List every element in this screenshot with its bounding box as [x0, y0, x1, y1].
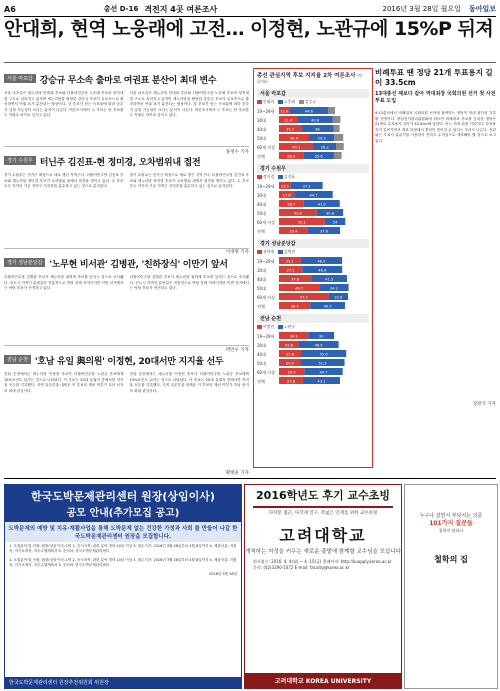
legend-entry: [278, 99, 295, 105]
category-label: 40대: [257, 202, 266, 207]
page-header: [4, 2, 496, 16]
chart-legend: [254, 98, 372, 106]
bar-value-label: 46.5: [314, 343, 323, 348]
legend-label: 노웅래: [284, 99, 296, 104]
legend-label: 강승규: [305, 99, 317, 104]
chart-title-text: 총선 관심지역 후보 지지율 2차 여론조사: [257, 73, 356, 79]
category-label: 19~29세: [257, 259, 275, 264]
bar-value-label: 22.6: [334, 295, 343, 300]
legend-label: 김병관: [284, 249, 296, 254]
bar-value-label: 46.7: [295, 286, 304, 291]
article-title: 터닌주 김진표-현 정미경, 오차범위내 접전: [39, 158, 201, 168]
ad-org: 한국도박문제관리센터 원장추천위원회 위원장: [9, 680, 109, 686]
article-divider: [4, 345, 249, 346]
chart-legend: [254, 248, 372, 256]
chart-region: [254, 164, 372, 237]
article-byline: 홍정수 기자: [225, 150, 249, 155]
category-label: 19~29세: [257, 184, 275, 189]
category-label: 60세 이상: [257, 145, 275, 150]
article-body: 경기 수원무는 선거구 획정으로 새로 생긴 지역구다. 더불어민주당 김진표 후보와 새누리당 정미경 후보가 오차범위 내에서 접전을 벌이고 있다. 두 후보 모두 각자의 기존 지역구 지지층을 흡수하고 있는 것으로 분석된다.: [4, 173, 124, 189]
legend-swatch: [299, 100, 304, 104]
legend-entry: [257, 324, 274, 330]
issue-date: 2016년 3월 28일 월요일: [382, 5, 461, 13]
article-tag: 경기 수원무: [4, 156, 36, 165]
article-mapo: [4, 68, 249, 155]
bar-value-label: 25.7: [286, 127, 295, 132]
legend-label: 이정현: [263, 324, 275, 329]
bar-value-label: 26.2: [320, 145, 329, 150]
bar-value-label: 38: [315, 127, 320, 132]
category-label: 50대: [257, 211, 266, 216]
bar-value-label: 36.3: [290, 304, 299, 309]
legend-entry: [257, 174, 274, 180]
section-label: 총선 D-16: [103, 5, 139, 13]
ad-gambling-center: [4, 484, 242, 689]
article-byline: 이재명 기자: [225, 250, 249, 255]
article-body: 전남 순천에서는 새누리당 이정현 후보가 더불어민주당 노관규 후보에게 15%포인트 뒤지는 것으로 나타났다. 이 후보는 20대 유권자 층에서만 지지율 선두를 기록했다. 지역 일꾼론을 내세운 이 후보의 재선 여부가 호남 선거의 최대 관심사다.: [4, 372, 124, 393]
region-bar-chart: [257, 181, 369, 237]
legend-swatch: [257, 325, 262, 329]
legend-swatch: [257, 100, 262, 104]
bar-value-label: 40.5: [323, 304, 332, 309]
bar-value-label: 33.4: [289, 229, 298, 234]
sidebar-byline: 장관석 기자: [472, 402, 496, 407]
bar-value-label: 34.1: [289, 334, 298, 339]
legend-swatch: [278, 100, 283, 104]
chart-region: [254, 89, 372, 162]
article-suwon: [4, 150, 249, 255]
category-label: 30대: [257, 118, 266, 123]
bar-value-label: 37.6: [319, 229, 328, 234]
article-tag: 경기 성남분당갑: [4, 258, 45, 267]
ad-philosophy-book: [404, 484, 498, 689]
legend-entry: [257, 249, 274, 255]
sidebar-body: 4·13총선에서 비례대표 국회의원 선거에 참여하는 정당이 역대 최다를 기록할 전망이다. 중앙선거관리위원회에 따르면 비례대표 후보를 등록한 정당은 21개로 투표용지 길이가 33.5cm에 달한다. 이는 역대 최장 기록이다. 투표용지가 길어지면서 개표 과정에서 혼선이 빚어질 수 있다는 우려도 나온다. 선관위는 투표지 분류기를 사용하지 못하고 수작업으로 개표해야 할 것으로 보고 있다.: [375, 111, 496, 143]
chart-title: [254, 69, 372, 87]
legend-entry: [299, 99, 316, 105]
legend-swatch: [278, 325, 283, 329]
article-body-cont: 전남 순천에서는 새누리당 이정현 후보가 더불어민주당 노관규 후보에게 15%포인트 뒤지는 것으로 나타났다. 이 후보는 20대 유권자 층에서만 지지율 선두를 기록했다. 지역 일꾼론을 내세운 이 후보의 재선 여부가 호남 선거의 최대 관심사다.: [129, 372, 249, 393]
legend-label: 안대희: [263, 99, 275, 104]
category-label: 40대: [257, 352, 266, 357]
ad-line2: 101가지 질문들: [429, 520, 473, 527]
bar-value-label: 21.4: [284, 118, 293, 123]
ad-info: 원서접수: 2016. 4. 4(월) ~ 4. 15(금) 홈페이지: http://kuapply.korea.ac.kr 문의: (02)3290-1072 E-mail: faculty@korea.ac.kr: [253, 559, 392, 570]
article-body-cont: 경기 수원무는 선거구 획정으로 새로 생긴 지역구다. 더불어민주당 김진표 후보와 새누리당 정미경 후보가 오차범위 내에서 접전을 벌이고 있다. 두 후보 모두 각자의 기존 지역구 지지층을 흡수하고 있는 것으로 분석된다.: [129, 173, 249, 189]
category-label: 30대: [257, 268, 266, 273]
page-number: A6: [4, 4, 16, 14]
legend-label: 노관규: [284, 324, 296, 329]
region-bar-chart: [257, 256, 369, 312]
category-label: 50대: [257, 361, 266, 366]
category-label: 19~29세: [257, 109, 275, 114]
bar-value-label: 27.8: [286, 379, 295, 384]
chart-region: [254, 314, 372, 387]
bar-value-label: 44.6: [304, 109, 313, 114]
ad-date: 2016년 3월 28일: [209, 572, 237, 576]
bar-value-label: 30: [318, 334, 324, 339]
bar-value-label: 17.8: [282, 193, 291, 198]
article-title: 강승규 무소속 출마로 여권표 분산이 최대 변수: [39, 76, 217, 86]
legend-swatch: [278, 175, 283, 179]
main-headline: 안대희, 현역 노웅래에 고전… 이정현, 노관규에 15%P 뒤져: [4, 18, 494, 40]
chart-legend: [254, 173, 372, 181]
poll-chart-box: [253, 68, 373, 468]
ad-details-cont: 1. 모집분야 및 인원: 원장(상임이사) 1명 2. 응시자격: 관련 분야 경력 10년 이상 3. 접수기간: 2016년 3월 28일부터 4월 8일까지 4. 제출서류: 지원서, 자기소개서, 직무수행계획서 5. 문의처: 한국도박문제관리센터: [9, 558, 237, 567]
newspaper-name: 동아일보: [468, 5, 496, 13]
bar-value-label: 46.4: [318, 268, 327, 273]
bar-value-label: 37.2: [302, 184, 311, 189]
bar-value-label: 43.8: [293, 211, 302, 216]
bar-value-label: 22.8: [284, 343, 293, 348]
bar-value-label: 41.9: [317, 202, 326, 207]
category-label: 전체: [257, 229, 265, 234]
legend-entry: [278, 324, 295, 330]
article-body: 서울 마포갑은 새누리당 안대희 후보와 더불어민주당 노웅래 후보의 양자대결 구도로 치러지고 있지만 새누리당을 탈당한 강승규 후보가 무소속으로 출마하면서 여권 표가 분산되는 양상이다. 강 후보가 얻는 득표율에 따라 승부가 갈릴 가능성이 크다는 분석이 나온다. 여론조사에서 노 후보는 안 후보를 두 자릿수 차이로 앞서고 있다.: [4, 91, 124, 118]
category-label: 30대: [257, 193, 266, 198]
region-bar-chart: [257, 331, 369, 387]
ad-korea-university: [244, 484, 402, 689]
category-label: 60세 이상: [257, 370, 275, 375]
bar-value-label: 28.7: [287, 202, 296, 207]
bar-value-label: 28.3: [287, 154, 296, 159]
category-label: 전체: [257, 304, 265, 309]
headline-rule: [4, 62, 496, 63]
sidebar-subtitle: 13대총선 때보다 같아 역대최장 국회의원 선거 첫 사전투표 도입: [375, 91, 496, 104]
article-suncheon: [4, 349, 249, 476]
bar-value-label: 48.3: [317, 259, 326, 264]
ad-brand: 철학의 집: [434, 555, 468, 564]
bar-segment: [334, 134, 343, 141]
bar-value-label: 41.5: [325, 277, 334, 282]
article-byline: 황태훈 기자: [225, 471, 249, 476]
bar-value-label: 51.3: [318, 361, 327, 366]
chart-unit: (단위:%): [257, 73, 363, 84]
category-label: 40대: [257, 127, 266, 132]
category-label: 19~29세: [257, 334, 275, 339]
bar-value-label: 35.6: [314, 154, 323, 159]
article-body-cont: 서울 마포갑은 새누리당 안대희 후보와 더불어민주당 노웅래 후보의 양자대결 구도로 치러지고 있지만 새누리당을 탈당한 강승규 후보가 무소속으로 출마하면서 여권 표가 분산되는 양상이다. 강 후보가 얻는 득표율에 따라 승부가 갈릴 가능성이 크다는 분석이 나온다. 여론조사에서 노 후보는 안 후보를 두 자릿수 차이로 앞서고 있다.: [129, 91, 249, 118]
legend-entry: [278, 249, 295, 255]
bar-value-label: 25.1: [285, 259, 294, 264]
chart-legend: [254, 323, 372, 331]
article-title: '호남 유일 與의원' 이정현, 20대서만 지지율 선두: [34, 357, 224, 367]
bar-segment: [334, 152, 342, 159]
bar-value-label: 34.9: [289, 136, 299, 141]
section-name: 격전지 4곳 여론조사: [144, 4, 218, 14]
region-label: 경기 성남분당갑: [257, 239, 369, 248]
bar-value-label: 40.8: [310, 118, 319, 123]
bar-segment: [328, 107, 335, 114]
legend-swatch: [257, 250, 262, 254]
bar-segment: [336, 143, 344, 150]
bar-value-label: 44.7: [319, 370, 328, 375]
ad-subtitle: 공모 안내(추가모집 공고): [66, 508, 180, 519]
region-label: 전남 순천: [257, 314, 369, 323]
bar-value-label: 52.6: [319, 352, 328, 357]
legend-entry: [257, 99, 274, 105]
bar-value-label: 29.4: [287, 370, 296, 375]
ad-band: 도박문제의 예방 및 치유·재활사업을 통해 도박문제 없는 건강한 가정과 사회 를 만들어 나갈 한국도박문제관리센터 원장을 모집합니다.: [5, 522, 241, 542]
category-label: 전체: [257, 154, 265, 159]
ad-line1: 누구나 살면서 부딪치는 의문: [419, 513, 483, 519]
bar-value-label: 29.3: [317, 136, 326, 141]
bar-value-label: 27.1: [286, 268, 295, 273]
article-tag: 전남 순천: [4, 355, 31, 364]
category-label: 40대: [257, 277, 266, 282]
category-label: 50대: [257, 136, 266, 141]
chart-region: [254, 239, 372, 312]
ad-details: 1. 모집분야 및 인원: 원장(상임이사) 1명 2. 응시자격: 관련 분야 경력 10년 이상 3. 접수기간: 2016년 3월 28일부터 4월 8일까지 4. 제출서류: 지원서, 자기소개서, 직무수행계획서 5. 문의처: 한국도박문제관리센터: [9, 544, 237, 553]
sidebar-article: [375, 68, 496, 466]
ad-divider: [4, 478, 496, 479]
category-label: 전체: [257, 379, 265, 384]
bar-value-label: 25.6: [286, 352, 295, 357]
sidebar-title: 비례투표 땐 정당 21개 투표용지 길이 33.5cm: [375, 68, 493, 87]
bar-value-label: 30.8: [325, 211, 334, 216]
legend-label: 김진표: [284, 174, 296, 179]
ad-slogan: 개척하는 지성을 키우는 새로운 출발에 함께할 교수님을 모십니다: [245, 549, 401, 555]
category-label: 50대: [257, 286, 266, 291]
bar-value-label: 34.2: [329, 286, 338, 291]
bar-value-label: 24: [332, 220, 338, 225]
ad-title: 한국도박문제관리센터 원장(상임이사): [31, 490, 215, 503]
ad-title: 2016학년도 후기 교수초빙: [256, 489, 390, 502]
bar-value-label: 24.9: [285, 361, 294, 366]
bar-value-label: 40.1: [292, 145, 301, 150]
ad-footer: [5, 677, 241, 688]
bar-value-label: 12.4: [280, 109, 289, 114]
article-tag: 서울 마포갑: [4, 74, 36, 83]
ad-accent-bar: [253, 506, 393, 508]
bar-value-label: 57.7: [299, 295, 308, 300]
bar-segment: [334, 125, 340, 132]
article-bundang: [4, 252, 249, 353]
category-label: 60세 이상: [257, 295, 275, 300]
category-label: 60세 이상: [257, 220, 275, 225]
ad-header: [5, 485, 241, 522]
ad-footer: 고려대학교 KOREA UNIVERSITY: [245, 673, 401, 688]
article-title: '노무현 비서관' 김병관, '친하장식' 이만기 앞서: [49, 260, 228, 270]
legend-label: 권혁세: [263, 249, 275, 254]
region-label: 서울 마포갑: [257, 89, 369, 98]
region-label: 경기 수원무: [257, 164, 369, 173]
university-name: 고려대학교: [279, 526, 367, 545]
bar-segment: [332, 116, 340, 123]
ad-note: 다학문 접근, 다학제 연구, 폭넓은 인재를 위한 교수초빙: [268, 511, 378, 516]
region-bar-chart: [257, 106, 369, 162]
ad-line3: 철학이 답하다: [438, 528, 464, 533]
chart-regions: [254, 89, 372, 387]
bar-value-label: 44.7: [309, 193, 318, 198]
bar-value-label: 37.6: [291, 277, 300, 282]
article-body: 더불어민주당 김병관 후보가 새누리당 권혁세 후보를 앞서는 것으로 조사됐다. 신도시 지역인 분당갑은 전통적으로 여당 강세 지역이지만 이번 선거에서는 야당 후보가 선전하고 있다.: [4, 275, 124, 291]
bar-value-label: 53.1: [297, 220, 306, 225]
legend-entry: [278, 174, 295, 180]
article-byline: 박민우 기자: [225, 348, 249, 353]
article-divider: [4, 248, 249, 249]
legend-swatch: [257, 175, 262, 179]
category-label: 30대: [257, 343, 266, 348]
legend-label: 정미경: [263, 174, 275, 179]
article-body-cont: 더불어민주당 김병관 후보가 새누리당 권혁세 후보를 앞서는 것으로 조사됐다. 신도시 지역인 분당갑은 전통적으로 여당 강세 지역이지만 이번 선거에서는 야당 후보가 선전하고 있다.: [129, 275, 249, 291]
bar-value-label: 43.1: [317, 379, 326, 384]
bar-value-label: 13.5: [280, 184, 289, 189]
legend-swatch: [278, 250, 283, 254]
article-divider: [4, 146, 249, 147]
